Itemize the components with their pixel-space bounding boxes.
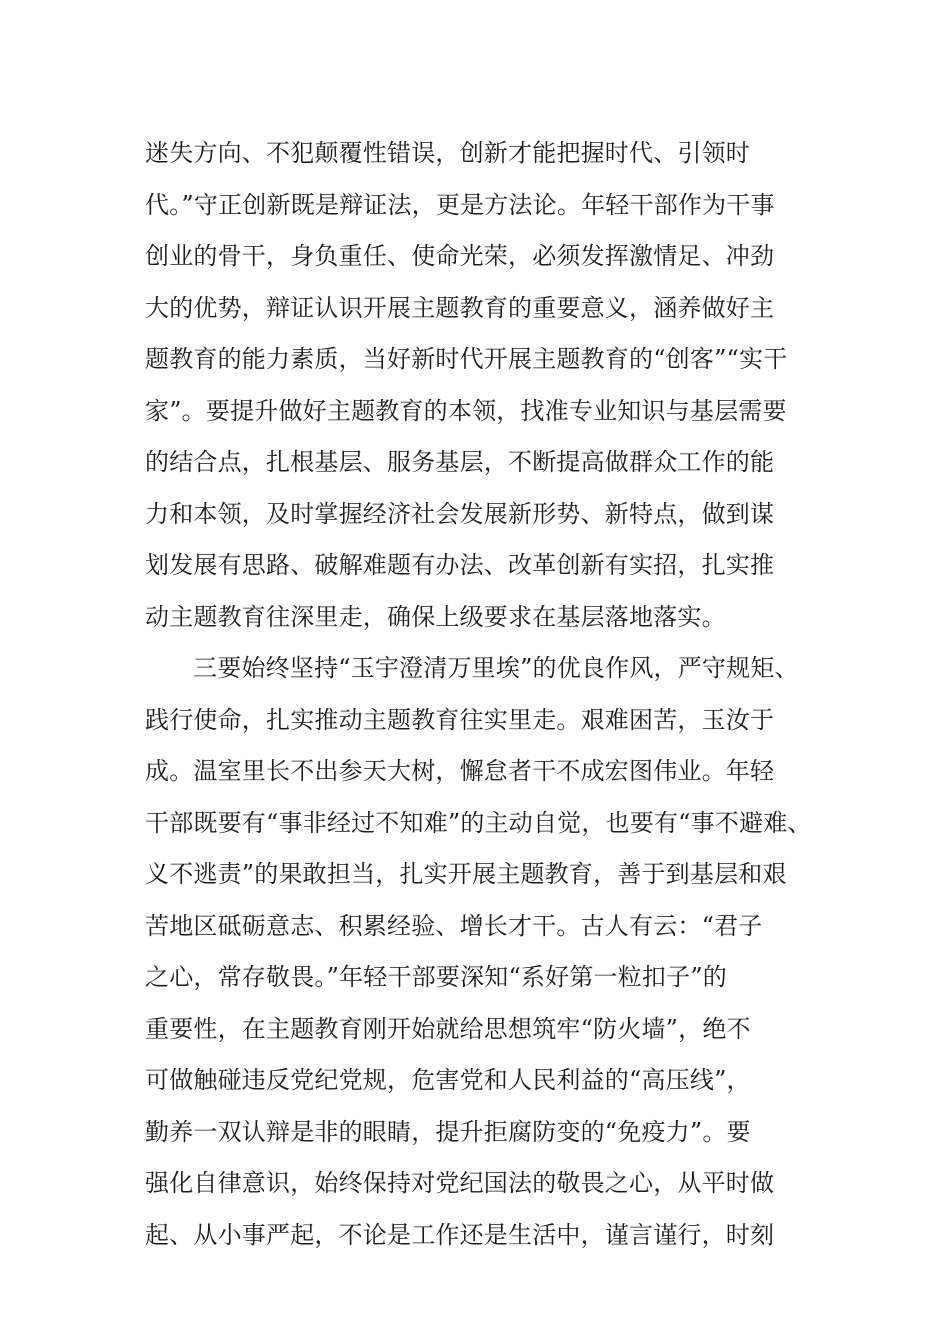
text-line: 强化自律意识，始终保持对党纪国法的敬畏之心，从平时做 — [145, 1169, 775, 1197]
text-line: 苦地区砥砺意志、积累经验、增长才干。古人有云：“君子 — [145, 911, 763, 940]
text-line: 迷失方向、不犯颠覆性错误，创新才能把握时代、引领时 — [145, 139, 750, 167]
text-line: 创业的骨干，身负重任、使命光荣，必须发挥激情足、冲劲 — [145, 242, 775, 270]
text-line: 重要性，在主题教育刚开始就给思想筑牢“防火墙”，绝不 — [145, 1014, 751, 1043]
text-line: 力和本领，及时掌握经济社会发展新形势、新特点，做到谋 — [145, 499, 775, 528]
text-line: 的结合点，扎根基层、服务基层，不断提高做群众工作的能 — [145, 448, 775, 476]
text-line: 义不逃责”的果敢担当，扎实开展主题教育，善于到基层和艰 — [145, 860, 787, 888]
text-line: 可做触碰违反党纪党规，危害党和人民利益的“高压线”， — [145, 1066, 751, 1094]
body-text — [145, 128, 812, 1261]
text-line: 大的优势，辩证认识开展主题教育的重要意义，涵养做好主 — [145, 293, 775, 322]
paragraph-first-line: 三要始终坚持“玉宇澄清万里埃”的优良作风，严守规矩、 — [193, 654, 799, 682]
text-line: 代。”守正创新既是辩证法，更是方法论。年轻干部作为干事 — [145, 190, 775, 219]
text-line: 题教育的能力素质，当好新时代开展主题教育的“创客”“实干 — [145, 345, 788, 373]
text-line: 勤养一双认辩是非的眼睛，提升拒腐防变的“免疫力”。要 — [145, 1117, 751, 1146]
text-line: 家”。要提升做好主题教育的本领，找准专业知识与基层需要 — [145, 396, 787, 425]
text-line: 成。温室里长不出参天大树，懈怠者干不成宏图伟业。年轻 — [145, 757, 775, 785]
text-line: 干部既要有“事非经过不知难”的主动自觉，也要有“事不避难、 — [145, 808, 812, 837]
text-line: 践行使命，扎实推动主题教育往实里走。艰难困苦，玉汝于 — [145, 705, 775, 734]
text-line: 划发展有思路、破解难题有办法、改革创新有实招，扎实推 — [145, 551, 775, 579]
text-line: 起、从小事严起，不论是工作还是生活中，谨言谨行，时刻 — [145, 1220, 775, 1249]
text-line: 动主题教育往深里走，确保上级要求在基层落地落实。 — [145, 602, 726, 631]
text-line: 之心，常存敬畏。”年轻干部要深知“系好第一粒扣子”的 — [145, 963, 728, 991]
